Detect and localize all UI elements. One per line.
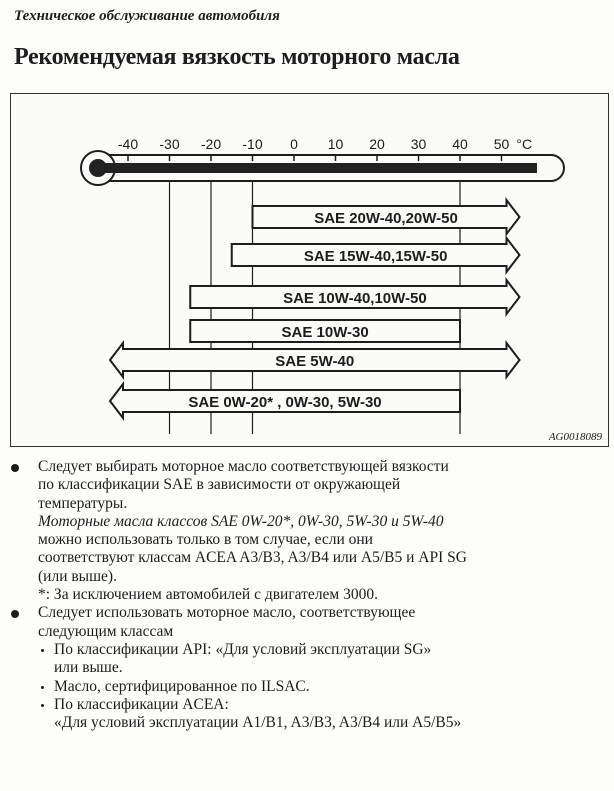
- bar-label: SAE 20W-40,20W-50: [314, 210, 458, 227]
- text-line: следующим классам: [38, 622, 174, 640]
- text-line: или выше.: [54, 659, 123, 677]
- text-line: Следует использовать моторное масло, соответствующее: [38, 604, 416, 622]
- text-line: можно использовать только в том случае, если они: [38, 531, 373, 549]
- text-line: по классификации SAE в зависимости от окружающей: [38, 476, 401, 494]
- sub-bullet: [41, 649, 44, 652]
- tick-label: 10: [327, 136, 344, 152]
- bar-label: SAE 10W-30: [281, 324, 369, 341]
- thermometer-bulb-fill: [89, 159, 107, 177]
- text-line: По классификации API: «Для условий эксплуатации SG»: [54, 640, 432, 658]
- sub-item-api: [54, 641, 608, 678]
- tick-label: -20: [200, 136, 222, 152]
- tick-label: 40: [452, 136, 468, 152]
- bullet-dot: [11, 610, 19, 618]
- body-text: [38, 458, 608, 732]
- page-title: Рекомендуемая вязкость моторного масла: [14, 44, 460, 70]
- sub-item-acea: [54, 696, 608, 733]
- footnote: *: За исключением автомобилей с двигателем 3000.: [38, 586, 378, 604]
- text-line: соответствуют классам ACEA A3/B3, A3/B4 или A5/B5 и API SG: [38, 549, 467, 567]
- bullet-paragraph-2: [38, 604, 608, 732]
- text-line: Масло, сертифицированное по ILSAC.: [54, 677, 310, 695]
- text-line: (или выше).: [38, 567, 117, 585]
- bar-label: SAE 5W-40: [275, 353, 355, 370]
- text-line: «Для условий эксплуатации A1/B1, A3/B3, A3/B4 или A5/B5»: [54, 714, 462, 732]
- tick-label: 20: [369, 136, 385, 152]
- thermometer-column: [97, 163, 537, 173]
- bar-label: SAE 15W-40,15W-50: [303, 248, 448, 265]
- unit-label: °C: [516, 136, 533, 152]
- tick-label: 50: [493, 136, 510, 152]
- bar-label: SAE 0W-20* , 0W-30, 5W-30: [188, 394, 382, 411]
- chart-svg: [11, 94, 610, 448]
- bar-label: SAE 10W-40,10W-50: [283, 290, 427, 307]
- tick-label: -30: [159, 136, 180, 152]
- sub-item-ilsac: [54, 678, 608, 696]
- tick-label: -40: [117, 136, 139, 152]
- sub-bullet: [41, 686, 44, 689]
- section-title: Техническое обслуживание автомобиля: [14, 8, 280, 24]
- sub-bullet: [41, 704, 44, 707]
- sub-list: [54, 641, 608, 732]
- viscosity-chart: [10, 93, 609, 447]
- text-line: Моторные масла классов SAE 0W-20*, 0W-30, 5W-30 и 5W-40: [38, 512, 444, 530]
- text-line: температуры.: [38, 494, 128, 512]
- figure-id: AG0018089: [548, 431, 602, 443]
- tick-label: 0: [290, 136, 298, 152]
- text-line: Следует выбирать моторное масло соответствующей вязкости: [38, 458, 449, 475]
- bullet-paragraph-1: [38, 458, 608, 604]
- text-line: По классификации ACEA:: [54, 695, 229, 713]
- tick-label: -10: [242, 136, 263, 152]
- tick-label: 30: [410, 136, 427, 152]
- bullet-dot: [11, 464, 19, 472]
